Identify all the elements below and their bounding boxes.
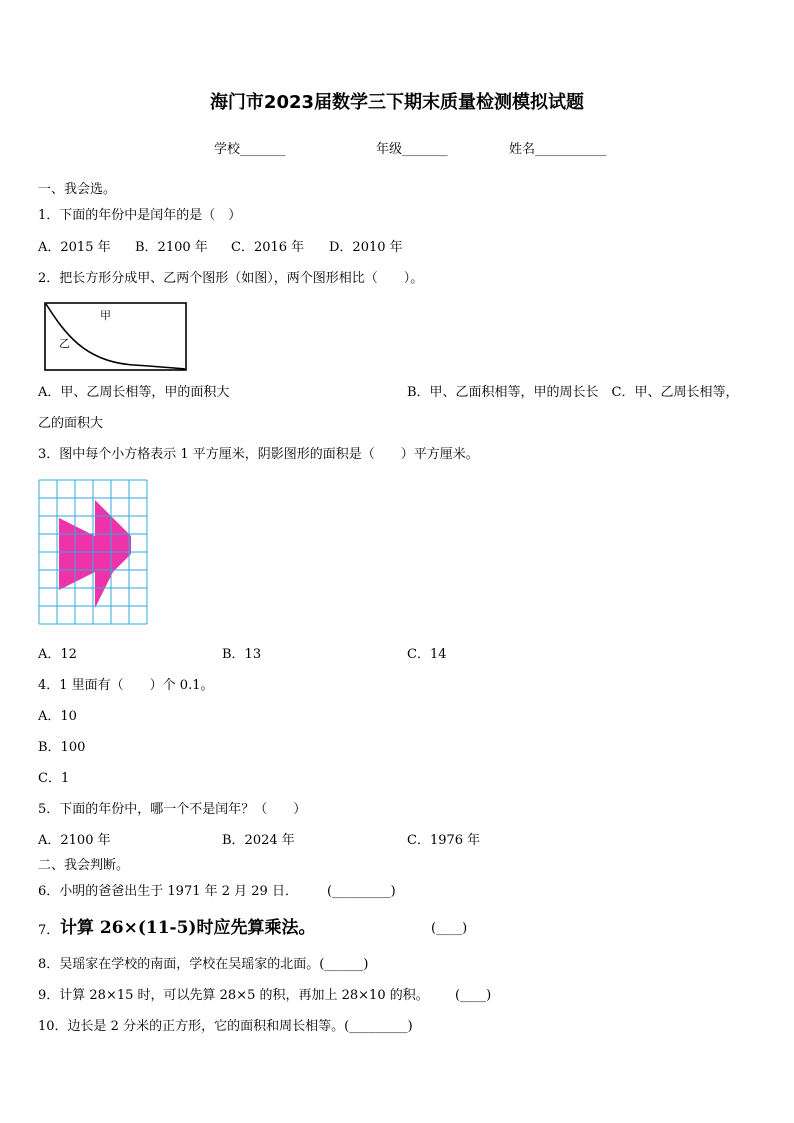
q7-answer-blank[interactable]: (____) <box>431 921 468 936</box>
q3-option-b[interactable]: B．13 <box>222 647 262 662</box>
q3-option-a[interactable]: A．12 <box>38 647 77 662</box>
label-jia: 甲 <box>100 309 111 322</box>
q3-option-c[interactable]: C．14 <box>407 647 447 662</box>
page-title: 海门市2023届数学三下期末质量检测模拟试题 <box>209 92 585 113</box>
question-3: 3．图中每个小方格表示 1 平方厘米，阴影图形的面积是（ ）平方厘米。 <box>38 447 479 462</box>
name-field[interactable]: 姓名___________ <box>509 142 607 157</box>
q2-option-a[interactable]: A．甲、乙周长相等，甲的面积大 <box>38 385 230 400</box>
grid-lines-overlay <box>39 480 147 624</box>
q9-answer-blank[interactable]: (____) <box>455 988 492 1003</box>
q2-option-b-c[interactable]: B．甲、乙面积相等，甲的周长长 C．甲、乙周长相等， <box>407 385 739 400</box>
section-heading-2: 二、我会判断。 <box>38 858 130 873</box>
q1-option-d[interactable]: D．2010 年 <box>329 240 403 255</box>
question-7: 计算 26×(11-5)时应先算乘法。 <box>60 918 316 938</box>
section-heading-1: 一、我会选。 <box>38 182 117 197</box>
question-1: 1．下面的年份中是闰年的是（ ） <box>38 208 242 223</box>
q1-option-c[interactable]: C．2016 年 <box>231 240 305 255</box>
school-field[interactable]: 学校_______ <box>214 142 286 157</box>
q6-answer-blank[interactable]: (_________) <box>327 884 396 899</box>
shaded-triangle-left <box>59 518 95 590</box>
question-6: 6．小明的爸爸出生于 1971 年 2 月 29 日． <box>38 884 298 899</box>
question-5: 5．下面的年份中，哪一个不是闰年？（ ） <box>38 802 307 817</box>
question-4: 4．1 里面有（ ）个 0.1。 <box>38 678 214 693</box>
grade-field[interactable]: 年级_______ <box>376 142 448 157</box>
question-8: 8．吴瑶家在学校的南面，学校在吴瑶家的北面。(______) <box>38 957 369 972</box>
question-9: 9．计算 28×15 时，可以先算 28×5 的积，再加上 28×10 的积。 <box>38 988 429 1003</box>
q2-option-c-continued: 乙的面积大 <box>38 416 104 431</box>
label-yi: 乙 <box>59 337 70 350</box>
q5-option-b[interactable]: B．2024 年 <box>222 833 295 848</box>
q1-option-a[interactable]: A．2015 年 <box>38 240 111 255</box>
question-10: 10．边长是 2 分米的正方形，它的面积和周长相等。(_________) <box>38 1019 413 1034</box>
q2-rectangle-figure <box>44 302 188 372</box>
q4-option-c[interactable]: C．1 <box>38 771 70 786</box>
q4-option-b[interactable]: B．100 <box>38 740 86 755</box>
q3-grid-figure <box>37 478 151 628</box>
q5-option-c[interactable]: C．1976 年 <box>407 833 481 848</box>
q5-option-a[interactable]: A．2100 年 <box>38 833 111 848</box>
q1-option-b[interactable]: B．2100 年 <box>135 240 208 255</box>
question-2: 2．把长方形分成甲、乙两个图形（如图），两个图形相比（ ）。 <box>38 271 424 286</box>
question-7-number: 7． <box>38 923 60 938</box>
q4-option-a[interactable]: A．10 <box>38 709 77 724</box>
